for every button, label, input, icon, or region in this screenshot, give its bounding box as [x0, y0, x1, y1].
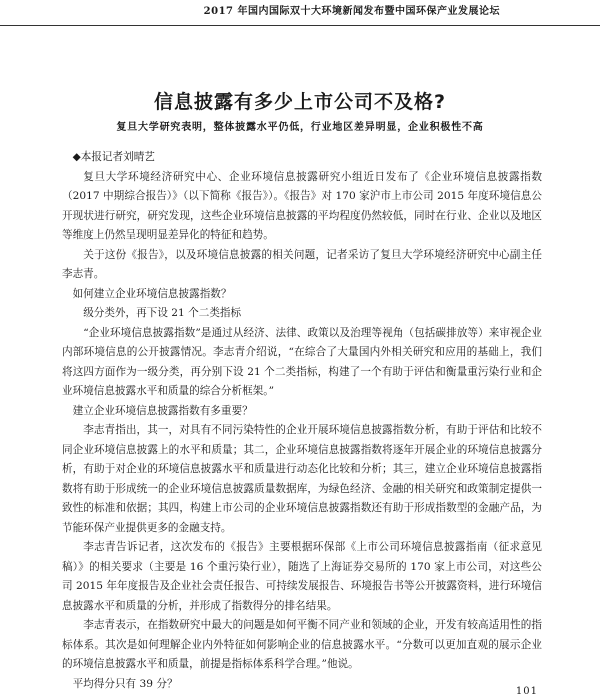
paragraph: 李志青指出，其一，对具有不同污染特性的企业开展环境信息披露指数分析，有助于评估和比较不同企业环境信息披露上的水平和质量；其二，企业环境信息披露指数将逐年开展企业的环境信息披露分析，有助于对企业的环境信息披露水平和质量进行动态化比较和分析；其三，建立企业环境信息披露指数将有助于形成统一的企业环境信息披露质量数据库，为绿色经济、金融的相关研究和政策制定提供一致性的标准和依据；其四，构建上市公司的企业环境信息披露指数还有助于形成指数型的金融产品，为节能环保产业提供更多的金融支持。	[62, 424, 542, 534]
paragraph: “企业环境信息披露指数”是通过从经济、法律、政策以及治理等视角（包括碳排放等）来审视企业内部环境信息的公开披露情况。李志青介绍说，“在综合了大量国内外相关研究和应用的基础上，我们将这四方面作为一级分类，再分别下设 21 个二类指标，构建了一个有助于评估和衡量重污染行业和企业环境信息披露水平和质量的综合分析框架。”	[62, 326, 542, 397]
paragraph: 复旦大学环境经济研究中心、企业环境信息披露研究小组近日发布了《企业环境信息披露指数（2017 中期综合报告）》（以下简称《报告》）。《报告》对 170 家沪市上市公司 2015 年度环境信息公开现状进行研究，研究发现，这些企业环境信息披露的平均程度仍然较低，同时在行业、企业以及地区等维度上仍然呈现明显差异化的特征和趋势。	[62, 170, 542, 241]
running-title: 2017 年国内国际双十大环境新闻发布暨中国环保产业发展论坛	[203, 6, 500, 17]
page-number: 101	[515, 686, 538, 697]
question-heading: 如何建立企业环境信息披露指数？	[72, 287, 232, 300]
article-subtitle: 复旦大学研究表明，整体披露水平仍低，行业地区差异明显，企业积极性不高	[116, 122, 484, 133]
paragraph: 李志青告诉记者，这次发布的《报告》主要根据环保部《上市公司环境信息披露指南（征求意见稿）》的相关要求（主要是 16 个重污染行业），随选了上海证券交易所的 170 家上市公司，对这些公司 2015 年年度报告及企业社会责任报告、可持续发展报告、环境报告书等公开披露资料，进行环境信息披露水平和质量的分析，并形成了指数得分的排名结果。	[62, 541, 542, 612]
article-body	[62, 148, 542, 694]
sub-heading: 级分类外，再下设 21 个二类指标	[83, 307, 242, 319]
author-line: ◆本报记者刘晴艺	[72, 151, 155, 163]
question-heading: 平均得分只有 39 分？	[72, 677, 178, 690]
paragraph: 关于这份《报告》，以及环境信息披露的相关问题，记者采访了复旦大学环境经济研究中心副主任李志青。	[62, 248, 542, 280]
paragraph: 李志青表示，在指数研究中最大的问题是如何平衡不同产业和领域的企业，开发有较高适用性的指标体系。其次是如何理解企业内外特征如何影响企业的信息披露水平。“分数可以更加直观的展示企业的环境信息披露水平和质量，前提是指标体系科学合理。”他说。	[62, 619, 542, 670]
running-header	[0, 0, 600, 26]
article-title: 信息披露有多少上市公司不及格?	[153, 91, 447, 113]
question-heading: 建立企业环境信息披露指数有多重要？	[72, 404, 253, 417]
